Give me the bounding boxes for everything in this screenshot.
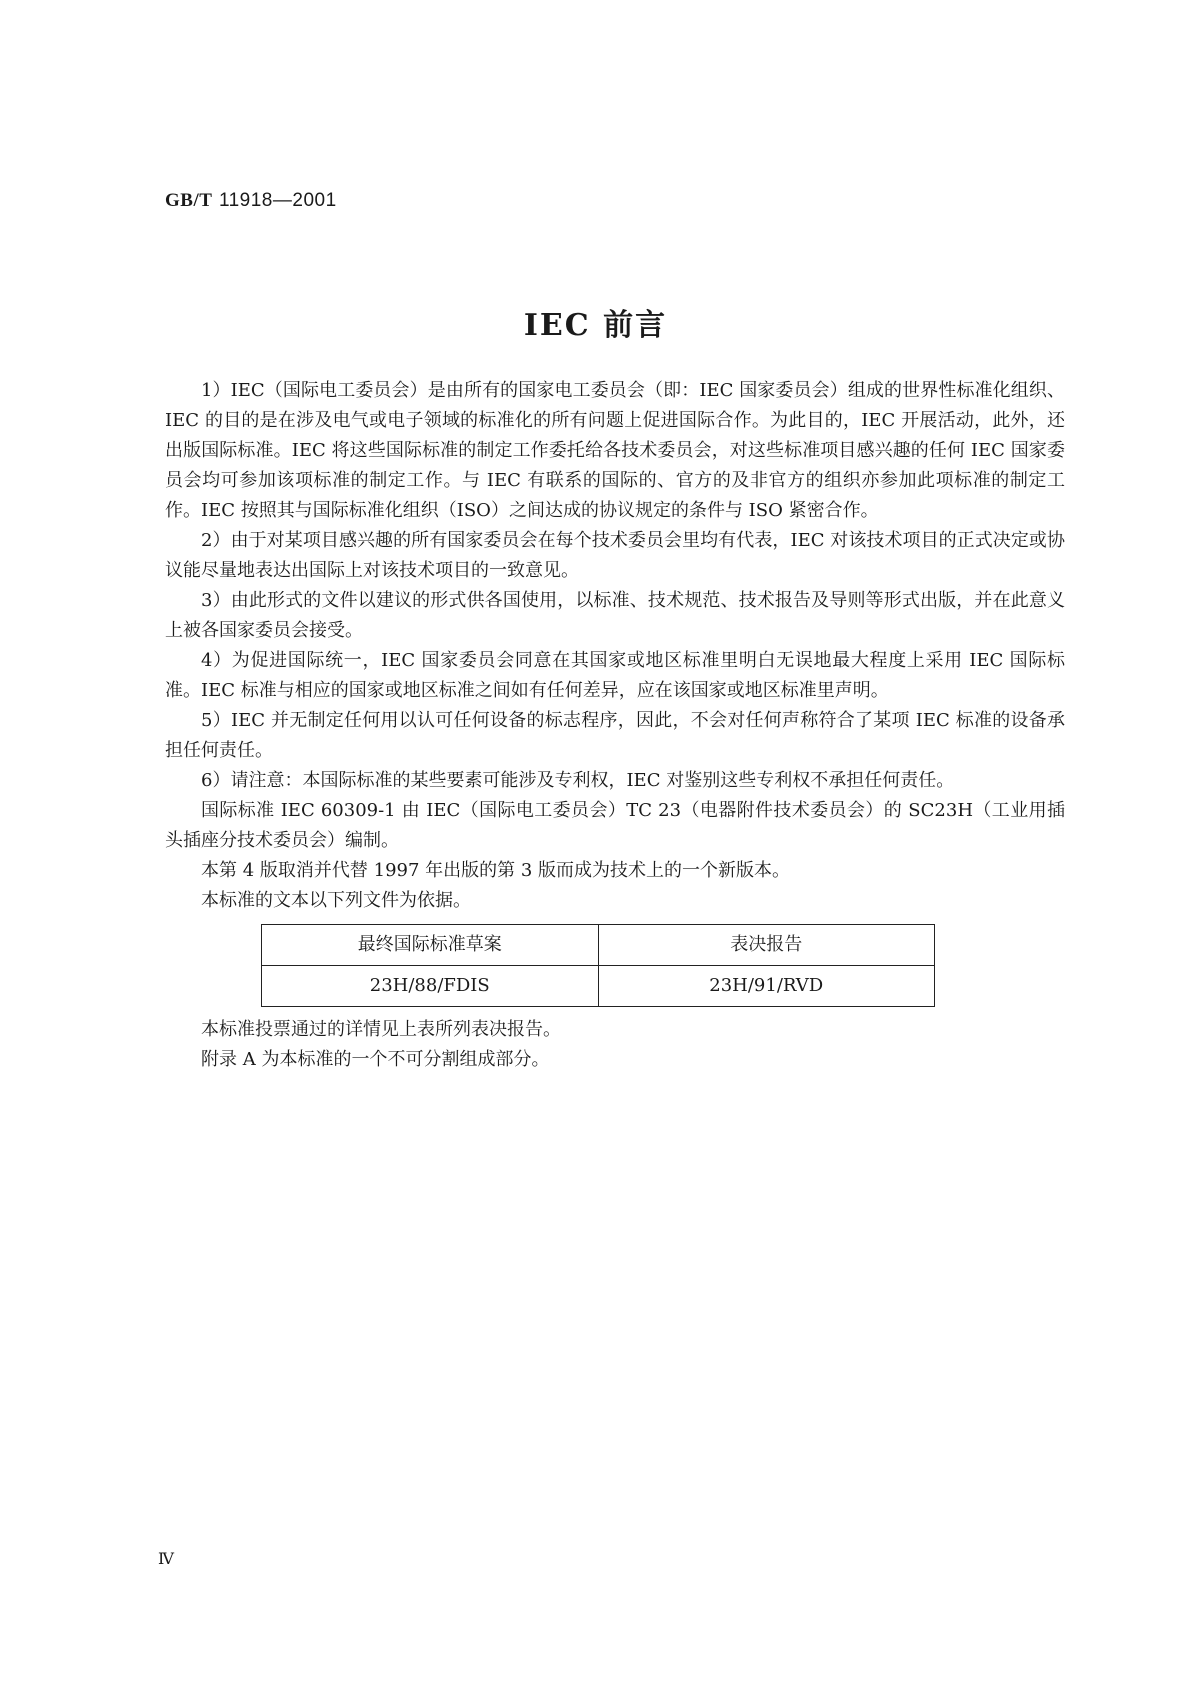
page-number: Ⅳ bbox=[158, 1551, 174, 1568]
paragraph-clause-5: 5）IEC 并无制定任何用以认可任何设备的标志程序，因此，不会对任何声称符合了某项 IEC 标准的设备承担任何责任。 bbox=[165, 710, 1065, 761]
paragraph-voting-details: 本标准投票通过的详情见上表所列表决报告。 bbox=[201, 1019, 561, 1040]
paragraph-clause-1: 1）IEC（国际电工委员会）是由所有的国家电工委员会（即：IEC 国家委员会）组成的世界性标准化组织、IEC 的目的是在涉及电气或电子领域的标准化的所有问题上促进国际合作。为此目的，IEC 开展活动，此外，还出版国际标准。IEC 将这些国际标准的制定工作委托给各技术委员会，对这些标准项目感兴趣的任何 IEC 国家委员会均可参加该项标准的制定工作。与 IEC 有联系的国际的、官方的及非官方的组织亦参加此项标准的制定工作。IEC 按照其与国际标准化组织（ISO）之间达成的协议规定的条件与 ISO 紧密合作。 bbox=[165, 380, 1065, 521]
paragraph-edition: 本第 4 版取消并代替 1997 年出版的第 3 版而成为技术上的一个新版本。 bbox=[201, 860, 791, 881]
paragraph-clause-3: 3）由此形式的文件以建议的形式供各国使用，以标准、技术规范、技术报告及导则等形式出版，并在此意义上被各国家委员会接受。 bbox=[165, 590, 1065, 641]
paragraph-clause-6: 6）请注意：本国际标准的某些要素可能涉及专利权，IEC 对鉴别这些专利权不承担任何责任。 bbox=[201, 770, 955, 791]
table-row bbox=[262, 966, 935, 1007]
paragraph-clause-4: 4）为促进国际统一，IEC 国家委员会同意在其国家或地区标准里明白无误地最大程度上采用 IEC 国际标准。IEC 标准与相应的国家或地区标准之间如有任何差异，应在该国家或地区标准里声明。 bbox=[165, 650, 1065, 701]
paragraph-clause-2: 2）由于对某项目感兴趣的所有国家委员会在每个技术委员会里均有代表，IEC 对该技术项目的正式决定或协议能尽量地表达出国际上对该技术项目的一致意见。 bbox=[165, 530, 1065, 581]
paragraph-basis: 本标准的文本以下列文件为依据。 bbox=[201, 890, 471, 911]
document-body bbox=[165, 376, 1065, 1075]
page-title: IEC 前言 bbox=[523, 308, 668, 343]
table-header-cell: 最终国际标准草案 bbox=[262, 925, 599, 966]
standard-code-number: 11918—2001 bbox=[218, 190, 337, 211]
table-cell: 23H/91/RVD bbox=[598, 966, 935, 1007]
standard-code-prefix: GB/T bbox=[165, 190, 213, 211]
table-cell: 23H/88/FDIS bbox=[262, 966, 599, 1007]
document-basis-table bbox=[261, 924, 935, 1007]
paragraph-annex-note: 附录 A 为本标准的一个不可分割组成部分。 bbox=[201, 1049, 550, 1070]
standard-code bbox=[165, 188, 337, 213]
table-header-cell: 表决报告 bbox=[598, 925, 935, 966]
paragraph-prepared-by: 国际标准 IEC 60309-1 由 IEC（国际电工委员会）TC 23（电器附件技术委员会）的 SC23H（工业用插头插座分技术委员会）编制。 bbox=[165, 800, 1065, 851]
table-header-row bbox=[262, 925, 935, 966]
